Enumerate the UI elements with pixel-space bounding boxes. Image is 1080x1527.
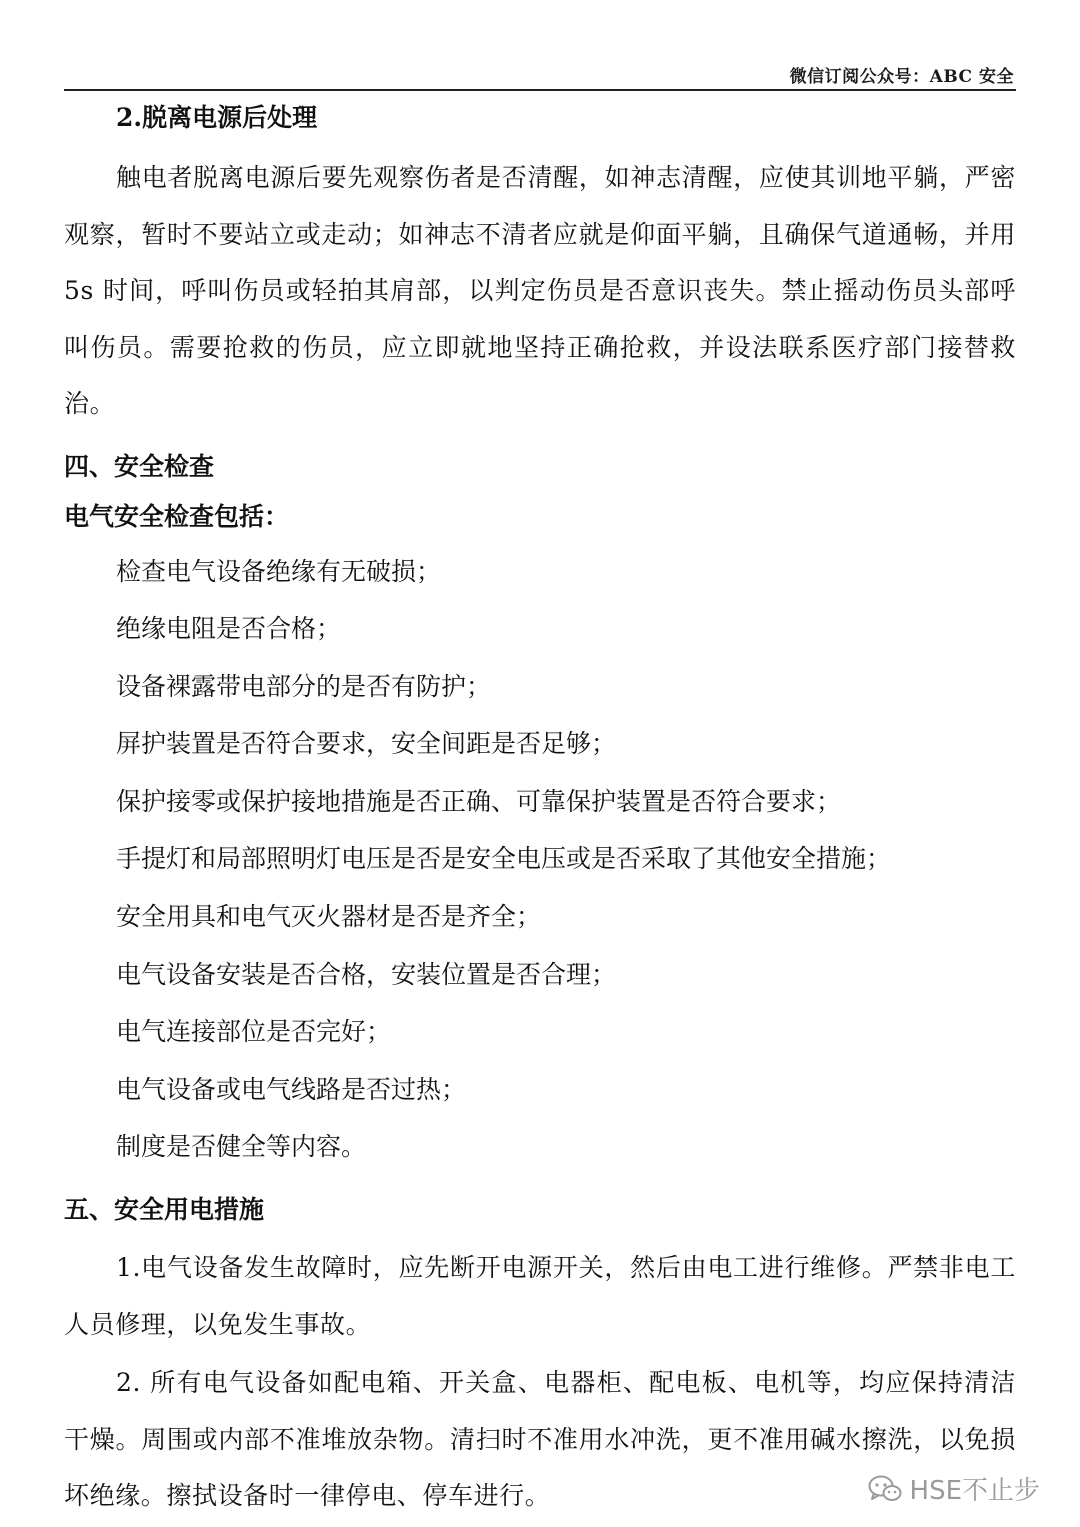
document-body bbox=[64, 98, 1016, 1525]
heading-safe-electricity-measures: 五、安全用电措施 bbox=[64, 1195, 265, 1225]
list-item: 设备裸露带电部分的是否有防护； bbox=[116, 671, 492, 701]
list-item: 安全用具和电气灭火器材是否是齐全； bbox=[116, 902, 542, 932]
list-item: 检查电气设备绝缘有无破损； bbox=[116, 556, 442, 586]
watermark bbox=[868, 1470, 1040, 1507]
paragraph-after-power-off: 触电者脱离电源后要先观察伤者是否清醒，如神志清醒，应使其训地平躺，严密观察，暂时不要站立或走动；如神志不清者应就是仰面平躺，且确保气道通畅，并用 5s 时间，呼叫伤员或轻拍其肩部，以判定伤员是否意识丧失。禁止摇动伤员头部呼叫伤员。需要抢救的伤员，应立即就地坚持正确抢救，并设法联系医疗部门接替救治。 bbox=[64, 163, 1016, 418]
heading-safety-inspection: 四、安全检查 bbox=[64, 451, 215, 481]
header-label: 微信订阅公众号：ABC 安全 bbox=[789, 67, 1014, 87]
header-divider bbox=[64, 89, 1016, 91]
list-item: 制度是否健全等内容。 bbox=[116, 1132, 367, 1162]
subheading-inspection-includes: 电气安全检查包括： bbox=[64, 501, 290, 531]
measure-paragraph-1: 1.电气设备发生故障时，应先断开电源开关，然后由电工进行维修。严禁非电工人员修理，以免发生事故。 bbox=[64, 1253, 1016, 1339]
measure-paragraph-2: 2. 所有电气设备如配电箱、开关盒、电器柜、配电板、电机等，均应保持清洁干燥。周围或内部不准堆放杂物。清扫时不准用水冲洗，更不准用碱水擦洗，以免损坏绝缘。擦拭设备时一律停电、停车进行。 bbox=[64, 1368, 1016, 1511]
watermark-text: HSE不止步 bbox=[909, 1476, 1040, 1506]
wechat-icon bbox=[868, 1474, 902, 1504]
list-item: 屏护装置是否符合要求，安全间距是否足够； bbox=[116, 729, 617, 759]
heading-after-power-off: 2.脱离电源后处理 bbox=[116, 103, 318, 132]
list-item: 保护接零或保护接地措施是否正确、可靠保护装置是否符合要求； bbox=[116, 786, 842, 816]
list-item: 手提灯和局部照明灯电压是否是安全电压或是否采取了其他安全措施； bbox=[116, 844, 892, 874]
list-item: 电气设备或电气线路是否过热； bbox=[116, 1074, 467, 1104]
list-item: 电气设备安装是否合格，安装位置是否合理； bbox=[116, 959, 617, 989]
list-item: 绝缘电阻是否合格； bbox=[116, 614, 342, 644]
list-item: 电气连接部位是否完好； bbox=[116, 1017, 392, 1047]
inspection-list bbox=[64, 543, 1016, 1177]
